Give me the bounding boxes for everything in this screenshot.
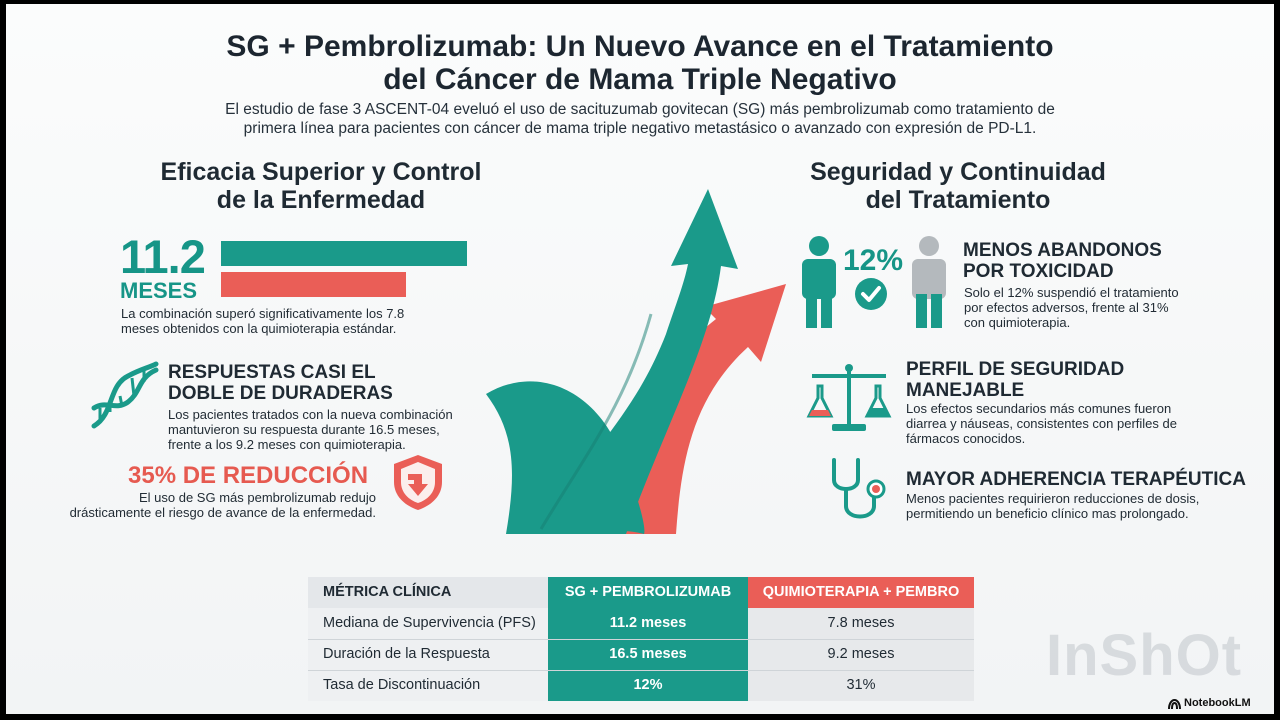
table-cell-sg: 16.5 meses [548, 639, 748, 670]
table-divider [308, 670, 974, 671]
pfs-value: 11.2 [120, 230, 205, 283]
safety-heading [906, 359, 1124, 401]
table-cell-metric: Tasa de Discontinuación [308, 670, 548, 701]
discontinuation-percent: 12% [843, 244, 904, 277]
abandon-heading-line-2: POR TOXICIDAD [963, 261, 1114, 282]
shield-down-arrow-icon [388, 452, 448, 512]
notebooklm-brand: NotebookLM [1184, 697, 1251, 709]
reduction-heading: 35% DE REDUCCIÓN [128, 462, 369, 489]
response-description [168, 407, 453, 452]
abandon-heading [963, 240, 1162, 282]
abandon-text-line-2: por efectos adversos, frente al 31% [964, 300, 1169, 315]
reduction-text-line-1: El uso de SG más pembrolizumab redujo [138, 490, 376, 505]
table-cell-sg: 11.2 meses [548, 608, 748, 639]
infographic-slide [6, 4, 1274, 714]
table-divider [308, 639, 974, 640]
safety-description [906, 401, 1177, 446]
subtitle-line-2: primera línea para pacientes con cáncer de mama triple negativo metastásico o avanzado con expresión de PD-L1. [243, 120, 1037, 137]
table-cell-metric: Duración de la Respuesta [308, 639, 548, 670]
response-text-line-2: mantuvieron su respuesta durante 16.5 meses, [168, 422, 440, 437]
metrics-table [308, 577, 974, 699]
safety-heading-line-2: MANEJABLE [906, 380, 1025, 401]
pfs-description [121, 306, 404, 336]
balance-scale-icon [804, 360, 894, 436]
left-section-heading [136, 158, 506, 214]
table-header-sg: SG + PEMBROLIZUMAB [548, 577, 748, 608]
safety-heading-line-1: PERFIL DE SEGURIDAD [906, 359, 1125, 380]
table-header-chemo: QUIMIOTERAPIA + PEMBRO [748, 577, 974, 608]
response-text-line-3: frente a los 9.2 meses con quimioterapia. [168, 437, 406, 452]
response-heading-line-2: DOBLE DE DURADERAS [168, 383, 393, 404]
table-cell-chemo: 31% [748, 670, 974, 701]
subtitle-line-1: El estudio de fase 3 ASCENT-04 eveluó el uso de sacituzumab govitecan (SG) más pembrolizumab como tratamiento de [225, 101, 1055, 118]
safety-text-line-2: diarrea y náuseas, consistentes con perfiles de [906, 416, 1177, 431]
response-heading-line-1: RESPUESTAS CASI EL [168, 362, 376, 383]
table-cell-chemo: 7.8 meses [748, 608, 974, 639]
adherence-text-line-1: Menos pacientes requirieron reducciones de dosis, [906, 491, 1200, 506]
person-icon [796, 234, 842, 330]
safety-text-line-1: Los efectos secundarios más comunes fueron [906, 401, 1172, 416]
title-line-1: SG + Pembrolizumab: Un Nuevo Avance en el Tratamiento [226, 30, 1054, 63]
notebooklm-logo-icon [1168, 698, 1181, 710]
person-gray-icon [906, 234, 952, 330]
pfs-unit: MESES [120, 278, 198, 303]
reduction-description [46, 490, 376, 520]
reduction-text-line-2: drásticamente el riesgo de avance de la enfermedad. [69, 505, 376, 520]
left-heading-line-1: Eficacia Superior y Control [160, 158, 482, 186]
stethoscope-icon [824, 456, 892, 528]
abandon-text-line-3: con quimioterapia. [964, 315, 1071, 330]
pfs-bar-sg [221, 241, 467, 266]
adherence-description [906, 491, 1199, 521]
adherence-heading: MAYOR ADHERENCIA TERAPÉUTICA [906, 469, 1246, 490]
right-heading-line-1: Seguridad y Continuidad [810, 158, 1106, 186]
pfs-text-line-2: meses obtenidos con la quimioterapia estándar. [121, 321, 397, 336]
abandon-text-line-1: Solo el 12% suspendió el tratamiento [964, 285, 1179, 300]
growth-arrows-illustration [476, 184, 816, 544]
response-heading [168, 362, 393, 404]
table-row [308, 670, 974, 701]
left-heading-line-2: de la Enfermedad [216, 186, 426, 214]
abandon-heading-line-1: MENOS ABANDONOS [963, 240, 1162, 261]
right-heading-line-2: del Tratamiento [865, 186, 1051, 214]
page-title [6, 30, 1274, 96]
table-cell-metric: Mediana de Supervivencia (PFS) [308, 608, 548, 639]
table-row [308, 639, 974, 670]
inshot-watermark: InShOt [1046, 623, 1243, 688]
safety-text-line-3: fármacos conocidos. [906, 431, 1026, 446]
title-line-2: del Cáncer de Mama Triple Negativo [383, 63, 897, 96]
page-subtitle [156, 100, 1124, 138]
dna-icon [86, 356, 164, 434]
table-cell-sg: 12% [548, 670, 748, 701]
table-header-metric: MÉTRICA CLÍNICA [308, 577, 548, 608]
adherence-text-line-2: permitiendo un beneficio clínico mas prolongado. [906, 506, 1189, 521]
pfs-text-line-1: La combinación superó significativamente los 7.8 [121, 306, 405, 321]
check-circle-icon [854, 277, 888, 311]
table-cell-chemo: 9.2 meses [748, 639, 974, 670]
table-header-row [308, 577, 974, 608]
right-section-heading [768, 158, 1148, 214]
table-row [308, 608, 974, 639]
response-text-line-1: Los pacientes tratados con la nueva combinación [168, 407, 453, 422]
pfs-bar-chemo [221, 272, 406, 297]
abandon-description [964, 285, 1179, 330]
